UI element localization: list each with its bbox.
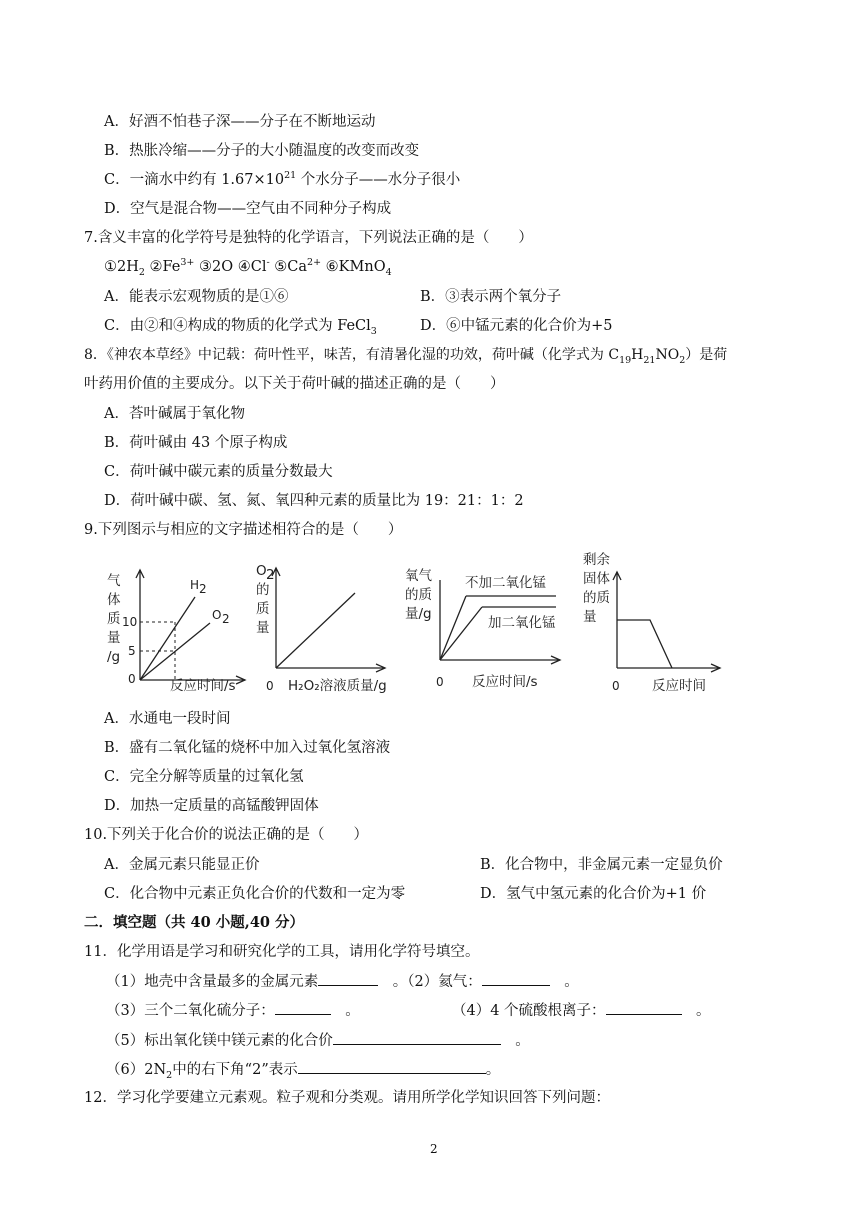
q11-part1: （1）地壳中含量最多的金属元素 。（2）氦气： 。	[106, 971, 579, 992]
q10-option-b: B．化合物中，非金属元素一定显负价	[480, 857, 723, 873]
q11-blank-6	[298, 1059, 486, 1074]
graph1-ylabel-2: 质	[107, 611, 121, 627]
q9-stem: 9.下列图示与相应的文字描述相符合的是（ ）	[84, 522, 403, 538]
q11-blank-3	[275, 1000, 331, 1015]
graph-1	[107, 570, 245, 694]
graph4-xlabel: 反应时间	[652, 678, 706, 694]
q6-option-c: C．一滴水中约有 $1.67\times 10^{21}$ 个水分子——水分子很小	[104, 170, 461, 188]
graph-4	[583, 552, 720, 694]
graph3-ylabel-1: 的质	[405, 587, 432, 603]
q7-stem: 7.含义丰富的化学符号是独特的化学语言，下列说法正确的是（ ）	[84, 230, 533, 246]
q10-option-a: A．金属元素只能显正价	[104, 857, 260, 873]
graph2-ylabel-o-sub: 2	[266, 567, 275, 583]
q10-option-c: C．化合物中元素正负化合价的代数和一定为零	[104, 886, 406, 902]
q8-option-b: B．荷叶碱由 43 个原子构成	[104, 435, 288, 451]
q7-option-c: C．由②和④构成的物质的化学式为 FeCl$_3$	[104, 318, 377, 337]
graph1-xlabel: 反应时间/s	[170, 678, 236, 694]
q11-blank-2	[482, 971, 550, 986]
graph3-ylabel-0: 氧气	[405, 568, 432, 584]
q9-option-c: C．完全分解等质量的过氧化氢	[104, 769, 304, 785]
graph1-ylabel-4: /g	[107, 649, 121, 665]
q11-part4: （4）4 个硫酸根离子： 。	[452, 1000, 711, 1021]
graph1-ylabel-3: 量	[107, 630, 121, 646]
graph1-ylabel-0: 气	[107, 573, 121, 589]
graph4-ylabel-2: 的质	[583, 590, 610, 606]
q8-stem-line1: 8．《神农本草经》中记载：荷叶性平，味苦，有清暑化湿的功效，荷叶碱（化学式为 $C_{19}H_{21}NO_2$）是荷	[84, 347, 728, 366]
graph1-origin: 0	[128, 672, 136, 686]
q6-option-d: D．空气是混合物——空气由不同种分子构成	[104, 201, 392, 217]
q7-option-a: A．能表示宏观物质的是①⑥	[104, 289, 289, 305]
graph1-h2-sub: 2	[199, 582, 207, 596]
q9-option-b: B．盛有二氧化锰的烧杯中加入过氧化氢溶液	[104, 740, 391, 756]
q11-part6: $(6)2N_2$中的右下角“2”表示 。	[106, 1059, 500, 1080]
graph3-curve2-label: 加二氧化锰	[488, 615, 556, 631]
graph4-ylabel-0: 剩余	[583, 552, 610, 568]
graph2-xlabel: H₂O₂溶液质量/g	[288, 678, 387, 694]
page-number: 2	[430, 1142, 438, 1156]
q7-option-b: B．③表示两个氧分子	[420, 289, 562, 305]
q12-stem: 12．学习化学要建立元素观。粒子观和分类观。请用所学化学知识回答下列问题：	[84, 1090, 610, 1106]
graph-3	[405, 568, 560, 690]
section-heading: 二．填空题（共 40 小题,40 分）	[84, 914, 305, 931]
q11-stem: 11．化学用语是学习和研究化学的工具，请用化学符号填空。	[84, 944, 480, 960]
q11-part5: （5）标出氧化镁中镁元素的化合价 。	[106, 1030, 530, 1051]
q6-option-b: B．热胀冷缩——分子的大小随温度的改变而改变	[104, 143, 420, 159]
q10-stem: 10.下列关于化合价的说法正确的是（ ）	[84, 827, 369, 843]
graph3-ylabel-2: 量/g	[405, 606, 432, 622]
graph4-ylabel-1: 固体	[583, 571, 610, 587]
graph3-origin: 0	[436, 675, 444, 689]
q8-stem-line2: 叶药用价值的主要成分。以下关于荷叶碱的描述正确的是（ ）	[84, 376, 505, 392]
graph1-tick-5: 5	[128, 644, 136, 658]
graph1-o2-sub: 2	[222, 612, 230, 626]
q8-option-d: D．荷叶碱中碳、氢、氮、氧四种元素的质量比为 19：21：1：2	[104, 493, 524, 509]
graph3-xlabel: 反应时间/s	[472, 674, 538, 690]
graph2-ylabel-0: 的	[256, 582, 270, 598]
q11-part3: （3）三个二氧化硫分子： 。	[106, 1000, 360, 1021]
q8-option-c: C．荷叶碱中碳元素的质量分数最大	[104, 464, 333, 480]
graph4-ylabel-3: 量	[583, 609, 597, 625]
q11-blank-1	[318, 971, 378, 986]
graph2-ylabel-2: 量	[256, 620, 270, 636]
graph3-curve1-label: 不加二氧化锰	[465, 575, 546, 591]
graph-2	[256, 563, 387, 694]
q11-blank-5	[333, 1030, 501, 1045]
q11-blank-4	[606, 1000, 682, 1015]
graph4-origin: 0	[612, 679, 620, 693]
graph2-ylabel-1: 质	[256, 601, 270, 617]
graph1-ylabel-1: 体	[107, 592, 121, 608]
q7-option-d: D．⑥中锰元素的化合价为+5	[420, 318, 613, 334]
graph2-origin: 0	[266, 679, 274, 693]
graph1-h2-label: H	[190, 578, 200, 592]
q6-option-a: A．好酒不怕巷子深——分子在不断地运动	[104, 114, 376, 130]
graph1-o2-label: O	[212, 608, 222, 622]
q8-option-a: A．荅叶碱属于氧化物	[104, 406, 245, 422]
graph2-ylabel-o: O	[256, 563, 267, 579]
q9-option-a: A．水通电一段时间	[104, 711, 231, 727]
q7-symbols: $①2H_2$ $②Fe^{3+}$ ③2O ④Cl- $⑤Ca^{2+}$ ⑥KMnO$_4$	[104, 257, 392, 278]
q10-option-d: D．氢气中氢元素的化合价为+1 价	[480, 886, 707, 902]
q9-option-d: D．加热一定质量的高锰酸钾固体	[104, 798, 319, 814]
graph1-tick-10: 10	[122, 615, 138, 629]
